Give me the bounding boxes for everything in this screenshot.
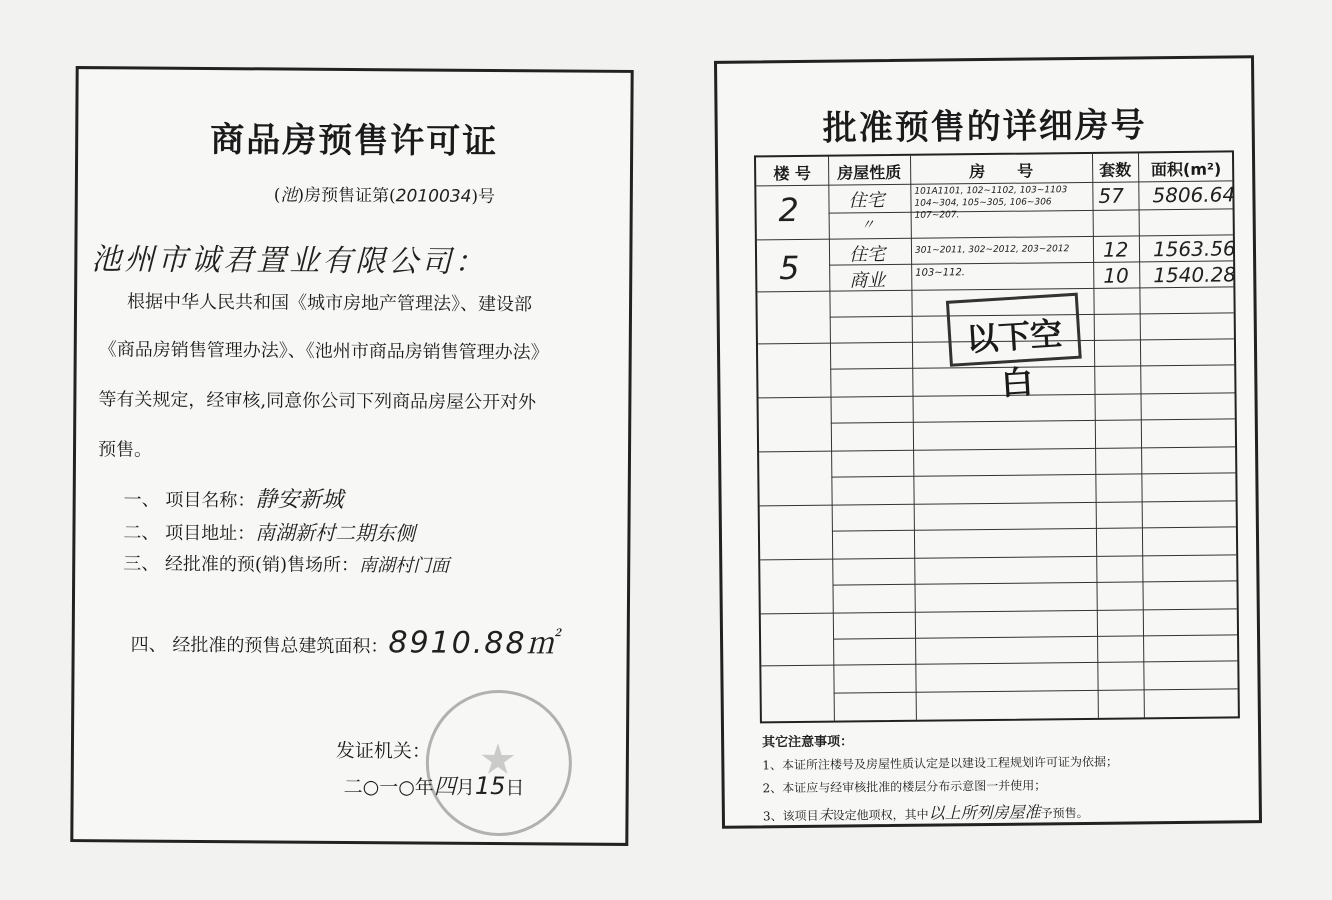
note-3-handwritten: 以上所列房屋准 — [928, 802, 1041, 823]
row1-area: 5806.64 — [1152, 182, 1236, 208]
row3-count: 10 — [1103, 263, 1129, 288]
total-area-row: 四、 经批准的预售总建筑面积：8910.88㎡ — [130, 625, 559, 662]
sales-location-row: 三、 经批准的预(销)售场所：南湖村门面 — [123, 553, 450, 577]
notes-section — [762, 728, 1119, 832]
sales-location-value: 南湖村门面 — [358, 555, 450, 577]
row1-rooms: 101A1101, 102~1102, 103~1103 104~304, 105~305, 106~306 107~207. — [914, 185, 1068, 221]
total-area-value: 8910.88㎡ — [388, 625, 559, 662]
project-address-row: 二、 项目地址：南湖新村二期东侧 — [123, 520, 416, 546]
room-table — [754, 150, 1240, 723]
header-rooms: 房 号 — [969, 161, 1034, 182]
note-2: 2、本证应与经审核批准的楼层分布示意图一并使用； — [762, 778, 1047, 796]
row2-building: 5 — [778, 248, 800, 288]
row1-count: 57 — [1098, 183, 1125, 208]
issuing-authority-label: 发证机关： — [335, 739, 432, 763]
project-name-value: 静安新城 — [255, 487, 344, 513]
body-line-4: 预售。 — [97, 439, 153, 461]
row2-rooms: 301~2011, 302~2012, 203~2012 — [914, 244, 1070, 256]
row3-nature: 商业 — [849, 270, 886, 292]
license-title: 商品房预售许可证 — [210, 120, 499, 163]
license-number-handwritten: 2010034 — [395, 186, 472, 207]
row1-nature: 住宅 — [848, 190, 885, 212]
row2-nature: 住宅 — [848, 244, 886, 266]
blank-below-stamp: 以下空白 — [946, 293, 1082, 367]
header-nature: 房屋性质 — [837, 162, 902, 183]
row2-count: 12 — [1102, 237, 1129, 262]
notes-title: 其它注意事项： — [762, 734, 854, 751]
room-detail-page — [714, 55, 1262, 829]
row2-area: 1563.56 — [1152, 236, 1236, 262]
body-line-3: 等有关规定，经审核,同意你公司下列商品房屋公开对外 — [98, 389, 537, 414]
license-prefix-handwritten: 池 — [280, 185, 298, 206]
issue-day: 15 — [474, 771, 506, 801]
room-detail-title: 批准预售的详细房号 — [822, 105, 1147, 149]
row1-nature-2: 〃 — [860, 217, 875, 234]
body-line-1: 根据中华人民共和国《城市房地产管理法》、建设部 — [126, 291, 533, 316]
row3-rooms: 103~112. — [915, 267, 966, 279]
note-3: 3、该项目未设定他项权，其中以上所列房屋准予预售。 — [762, 802, 1089, 824]
header-count: 套数 — [1099, 160, 1132, 180]
presale-license-page — [70, 66, 633, 846]
project-name-row: 一、 项目名称：静安新城 — [123, 487, 344, 513]
issue-date: 二○一○年四月15日 — [343, 771, 525, 801]
company-name: 池州市诚君置业有限公司： — [91, 242, 488, 280]
row3-area: 1540.28 — [1153, 262, 1237, 288]
project-address-value: 南湖新村二期东侧 — [255, 520, 416, 546]
row1-building: 2 — [778, 190, 800, 230]
issue-month: 四 — [433, 774, 456, 800]
official-seal — [425, 690, 572, 837]
note-1: 1、本证所注楼号及房屋性质认定是以建设工程规划许可证为依据； — [762, 754, 1119, 773]
header-area: 面积(m²) — [1150, 159, 1222, 180]
license-number: (池)房预售证第(2010034)号 — [273, 185, 496, 207]
header-building: 楼 号 — [773, 163, 812, 184]
body-line-2: 《商品房销售管理办法》、《池州市商品房销售管理办法》 — [98, 339, 549, 364]
